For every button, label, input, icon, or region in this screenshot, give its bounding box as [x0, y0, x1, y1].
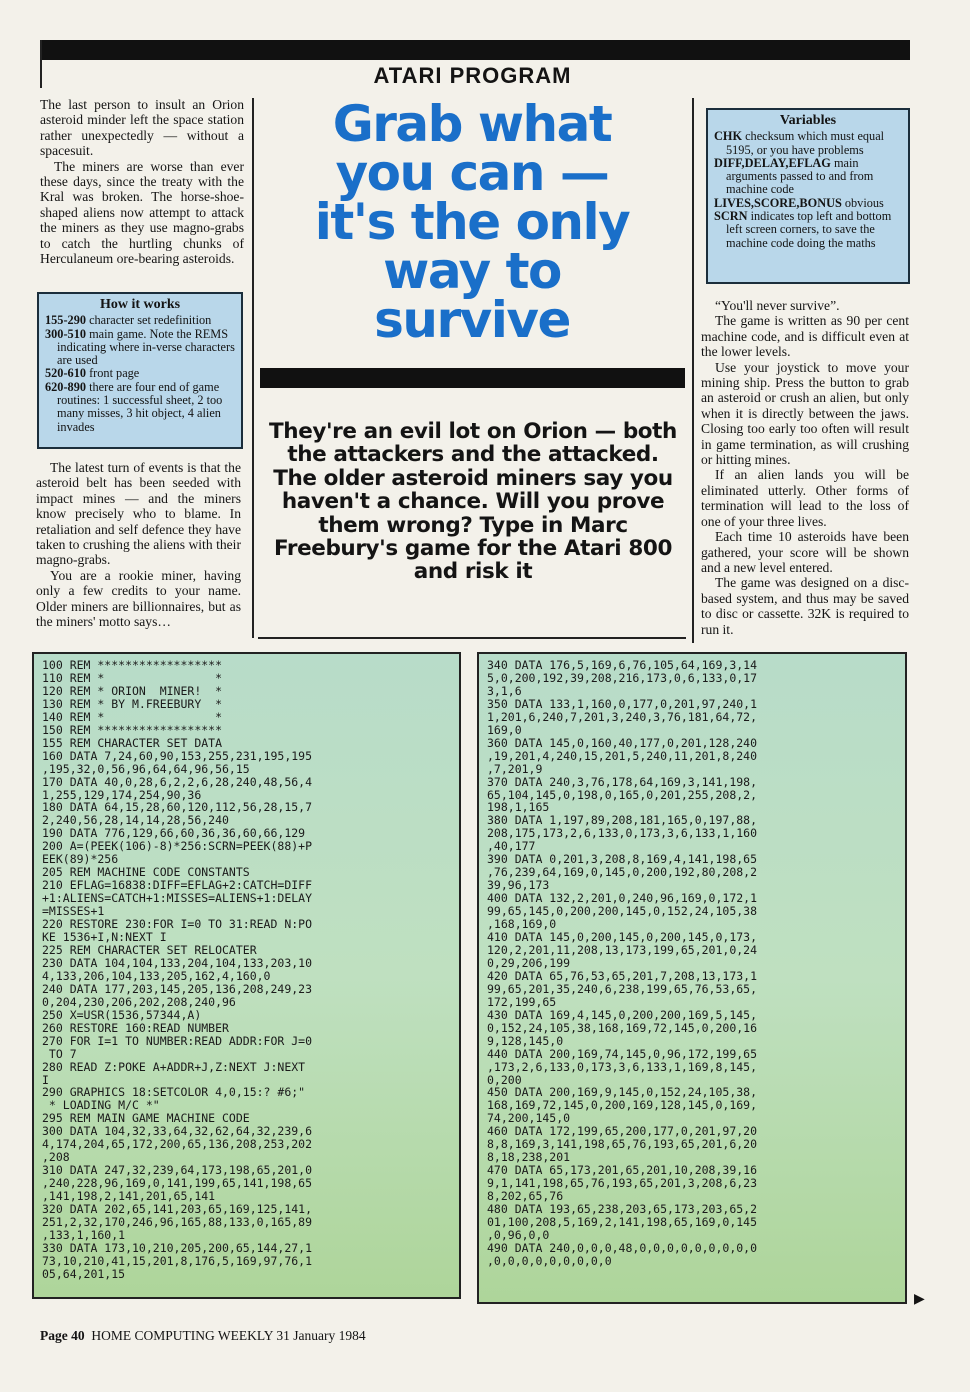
program-listing-right: 340 DATA 176,5,169,6,76,105,64,169,3,14 5,0,200,192,39,208,216,173,0,6,133,0,17 3,1,6 350 DATA 133,1,160,0,177,0,201,97,240,1 1,201,6,240,7,201,3,240,3,76,181,64,72, 169,0 360 DATA 145,0,160,40,177,0,201,128,240 ,19,201,4,240,15,201,5,240,11,201,8,240 ,7,201,9 370 DATA 240,3,76,178,64,169,3,141,198, 65,104,145,0,198,0,165,0,201,255,208,2, 198,1,165 380 DATA 1,197,89,208,181,165,0,197,88, 208,175,173,2,6,133,0,173,3,6,133,1,160 ,40,177 390 DATA 0,201,3,208,8,169,4,141,198,65 ,76,239,64,169,0,145,0,200,192,80,208,2 39,96,173 400 DATA 132,2,201,0,240,96,169,0,172,1 99,65,145,0,200,200,145,0,152,24,105,38 ,168,169,0 410 DATA 145,0,200,145,0,200,145,0,173, 120,2,201,11,208,13,173,199,65,201,0,24 0,29,206,199 420 DATA 65,76,53,65,201,7,208,13,173,1 99,65,201,35,240,6,238,199,65,76,53,65, 172,199,65 430 DATA 169,4,145,0,200,200,169,5,145, 0,152,24,105,38,168,169,72,145,0,200,16 9,128,145,0 440 DATA 200,169,74,145,0,96,172,199,65 ,173,2,6,133,0,173,3,6,133,1,169,8,145, 0,200 450 DATA 200,169,9,145,0,152,24,105,38, 168,169,72,145,0,200,169,128,145,0,169, 74,200,145,0 460 DATA 172,199,65,200,177,0,201,97,20 8,8,169,3,141,198,65,76,193,65,201,6,20 8,18,238,201 470 DATA 65,173,201,65,201,10,208,39,16 9,1,141,198,65,76,193,65,201,3,208,6,23 8,202,65,76 480 DATA 193,65,238,203,65,173,203,65,2 01,100,208,5,169,2,141,198,65,169,0,145 ,0,96,0,0 490 DATA 240,0,0,0,48,0,0,0,0,0,0,0,0,0 ,0,0,0,0,0,0,0,0,0 [477, 652, 907, 1304]
how-it-works-entry: 300-510 main game. Note the REMS indicating where in-verse characters are used [45, 326, 235, 368]
body-paragraph: The game was designed on a disc-based system, and thus may be saved to disc or cassette. 32K is required to run it. [701, 575, 909, 637]
publication-line: HOME COMPUTING WEEKLY 31 January 1984 [91, 1328, 366, 1343]
column-rule-left [252, 98, 254, 638]
left-intro [40, 97, 244, 266]
headline-line: it's the only [314, 193, 630, 251]
section-label: ATARI PROGRAM [373, 63, 572, 88]
headline-line: Grab what [332, 95, 612, 153]
page-edge-rule [40, 40, 42, 88]
page-number: Page 40 [40, 1328, 85, 1343]
headline [262, 95, 682, 349]
body-paragraph: You are a rookie miner, having only a few credits to your name. Older miners are billionnaires, but as the miners' motto says… [36, 567, 241, 630]
standfirst: They're an evil lot on Orion — both the attackers and the attacked. The older asteroid miners say you haven't a chance. Will you prove them wrong? Type in Marc Freebury's game for the Atari 800 and risk it [269, 419, 677, 585]
column-rule-right [692, 98, 694, 643]
right-body [701, 298, 909, 637]
headline-line: survive [374, 291, 570, 349]
variables-entry: LIVES,SCORE,BONUS obvious [714, 195, 884, 210]
program-listing-left: 100 REM ****************** 110 REM * * 120 REM * ORION MINER! * 130 REM * BY M.FREEBURY * 140 REM * * 150 REM ****************** 155 REM CHARACTER SET DATA 160 DATA 7,24,60,90,153,255,231,195,195 ,195,32,0,56,96,64,64,96,56,15 170 DATA 40,0,28,6,2,2,6,28,240,48,56,4 1,255,129,174,254,90,36 180 DATA 64,15,28,60,120,112,56,28,15,7 2,240,56,28,14,14,28,56,240 190 DATA 776,129,66,60,36,36,60,66,129 200 A=(PEEK(106)-8)*256:SCRN=PEEK(88)+P EEK(89)*256 205 REM MACHINE CODE CONSTANTS 210 EFLAG=16838:DIFF=EFLAG+2:CATCH=DIFF +1:ALIENS=CATCH+1:MISSES=ALIENS+1:DELAY =MISSES+1 220 RESTORE 230:FOR I=0 TO 31:READ N:PO KE 1536+I,N:NEXT I 225 REM CHARACTER SET RELOCATER 230 DATA 104,104,133,204,104,133,203,10 4,133,206,104,133,205,162,4,160,0 240 DATA 177,203,145,205,136,208,249,23 0,204,230,206,202,208,240,96 250 X=USR(1536,57344,A) 260 RESTORE 160:READ NUMBER 270 FOR I=1 TO NUMBER:READ ADDR:FOR J=0 TO 7 280 READ Z:POKE A+ADDR+J,Z:NEXT J:NEXT I 290 GRAPHICS 18:SETCOLOR 4,0,15:? #6;" * LOADING M/C *" 295 REM MAIN GAME MACHINE CODE 300 DATA 104,32,33,64,32,62,64,32,239,6 4,174,204,65,172,200,65,136,208,253,202 ,208 310 DATA 247,32,239,64,173,198,65,201,0 ,240,228,96,169,0,141,199,65,141,198,65 ,141,198,2,141,201,65,141 320 DATA 202,65,141,203,65,169,125,141, 251,2,32,170,246,96,165,88,133,0,165,89 ,133,1,160,1 330 DATA 173,10,210,205,200,65,144,27,1 73,10,210,41,15,201,8,176,5,169,97,76,1 05,64,201,15 [32, 652, 461, 1299]
body-paragraph: The game is written as 90 per cent machine code, and is difficult even at the lower levels. [701, 313, 909, 360]
variables-box [706, 108, 910, 284]
page-footer [40, 1328, 366, 1344]
body-paragraph: Each time 10 asteroids have been gathered, your score will be shown and a new level entered. [701, 529, 909, 575]
left-body [36, 460, 241, 629]
intro-paragraph: The last person to insult an Orion asteroid minder left the space station rather unexpectedly — without a spacesuit. [40, 97, 244, 159]
variables-entry: CHK checksum which must equal 5195, or you have problems [714, 129, 885, 157]
body-paragraph: “You'll never survive”. [715, 298, 840, 313]
continue-arrow-icon: ▶ [914, 1291, 925, 1307]
how-it-works-entry: 155-290 character set redefinition [45, 313, 212, 328]
variables-entry: DIFF,DELAY,EFLAG main arguments passed to and from machine code [714, 155, 874, 197]
intro-paragraph: The miners are worse than ever these days, since the treaty with the Kral was broken. The horse-shoe-shaped aliens now attempt to attack the miners as they use magno-grabs to catch the hurtling chunks of Herculaneum ore-bearing asteroids. [40, 158, 244, 267]
standfirst-rule [258, 637, 686, 639]
body-paragraph: If an alien lands you will be eliminated utterly. Other forms of termination will lead to the loss of one of your three lives. [701, 467, 909, 529]
how-it-works-entry: 620-890 there are four end of game routines: 1 successful sheet, 2 too many misses, 3 hit object, 4 alien invades [45, 379, 223, 434]
how-it-works-entry: 520-610 front page [45, 366, 140, 381]
how-it-works-title: How it works [99, 297, 181, 312]
body-paragraph: The latest turn of events is that the asteroid belt has been seeded with impact mines — and the miners know precisely who to blame. In retaliation and self defence they have taken to crushing the aliens with their magno-grabs. [36, 460, 241, 568]
body-paragraph: Use your joystick to move your mining ship. Press the button to grab an asteroid or crush an alien, but only when it is directly between the jaws. Closing too early too often will result in game termination, as will crushing or hitting mines. [701, 359, 909, 468]
top-rule-bar [40, 40, 910, 60]
headline-line: way to [383, 242, 561, 300]
mid-rule-bar [260, 368, 685, 388]
variables-title: Variables [779, 113, 837, 128]
headline-line: you can — [335, 144, 609, 202]
how-it-works-box [37, 292, 243, 449]
variables-entry: SCRN indicates top left and bottom left screen corners, to save the machine code doing the maths [714, 209, 892, 250]
